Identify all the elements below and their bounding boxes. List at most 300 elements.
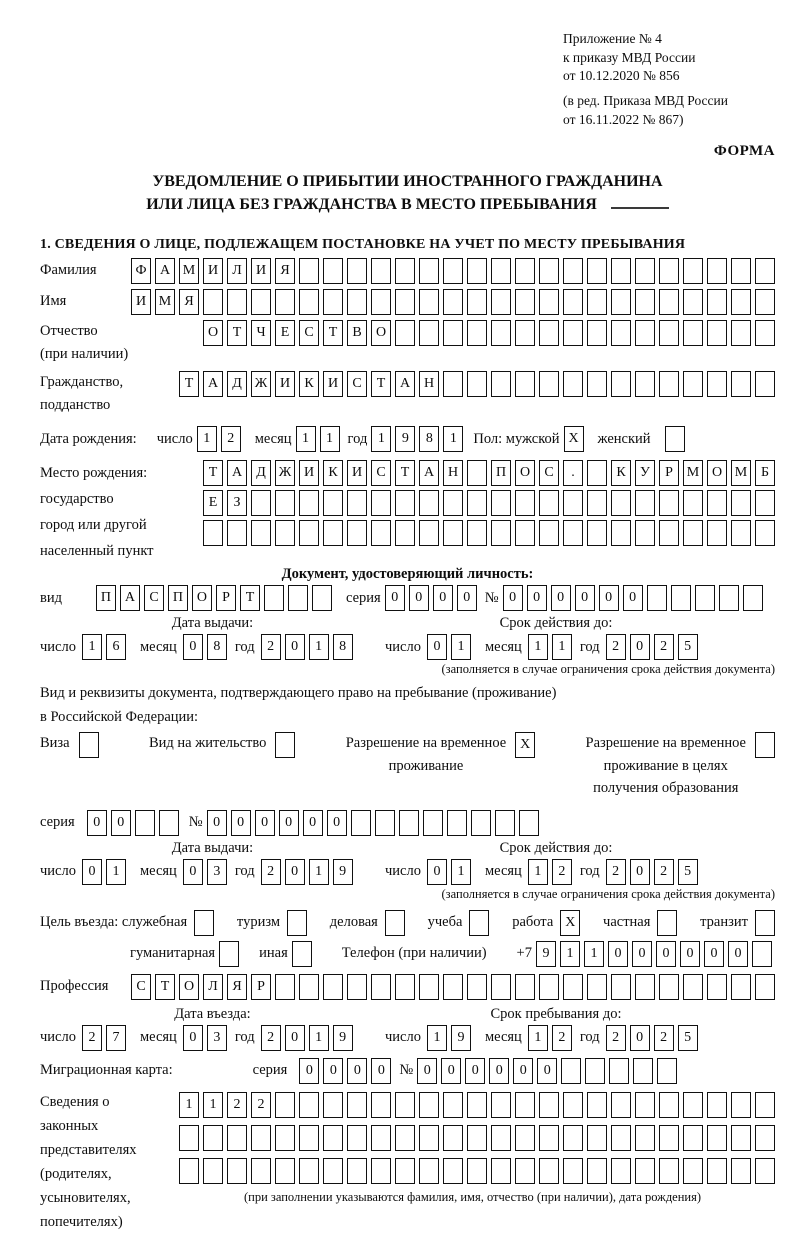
char-cell[interactable] xyxy=(683,258,703,284)
char-cell[interactable] xyxy=(563,258,583,284)
stay-year[interactable] xyxy=(602,1025,698,1051)
char-cell[interactable] xyxy=(227,289,247,315)
char-cell[interactable] xyxy=(323,1092,343,1118)
char-cell[interactable] xyxy=(467,974,487,1000)
char-cell[interactable]: 0 xyxy=(385,585,405,611)
char-cell[interactable]: 0 xyxy=(183,1025,203,1051)
char-cell[interactable] xyxy=(227,1158,247,1184)
purpose-other-checkbox[interactable] xyxy=(288,941,312,967)
char-cell[interactable] xyxy=(323,289,343,315)
char-cell[interactable] xyxy=(399,810,419,836)
char-cell[interactable] xyxy=(275,732,295,758)
char-cell[interactable]: 2 xyxy=(654,1025,674,1051)
char-cell[interactable]: 0 xyxy=(704,941,724,967)
char-cell[interactable]: К xyxy=(299,371,319,397)
char-cell[interactable] xyxy=(611,289,631,315)
char-cell[interactable] xyxy=(515,974,535,1000)
doc-valid-day[interactable] xyxy=(423,634,471,660)
char-cell[interactable]: И xyxy=(347,460,367,486)
char-cell[interactable]: Т xyxy=(203,460,223,486)
char-cell[interactable] xyxy=(587,258,607,284)
char-cell[interactable] xyxy=(275,1092,295,1118)
char-cell[interactable] xyxy=(659,490,679,516)
char-cell[interactable]: 9 xyxy=(451,1025,471,1051)
char-cell[interactable] xyxy=(323,490,343,516)
char-cell[interactable] xyxy=(515,320,535,346)
char-cell[interactable]: 1 xyxy=(552,634,572,660)
char-cell[interactable]: 8 xyxy=(207,634,227,660)
char-cell[interactable] xyxy=(515,490,535,516)
char-cell[interactable]: 0 xyxy=(656,941,676,967)
char-cell[interactable]: 0 xyxy=(441,1058,461,1084)
char-cell[interactable]: О xyxy=(515,460,535,486)
char-cell[interactable] xyxy=(467,460,487,486)
char-cell[interactable] xyxy=(561,1058,581,1084)
char-cell[interactable]: 1 xyxy=(309,634,329,660)
char-cell[interactable] xyxy=(695,585,715,611)
char-cell[interactable] xyxy=(443,289,463,315)
char-cell[interactable] xyxy=(665,426,685,452)
char-cell[interactable] xyxy=(587,460,607,486)
char-cell[interactable] xyxy=(611,371,631,397)
char-cell[interactable] xyxy=(395,520,415,546)
char-cell[interactable] xyxy=(731,1125,751,1151)
char-cell[interactable]: Т xyxy=(323,320,343,346)
temp-residence-checkbox[interactable] xyxy=(506,732,535,758)
char-cell[interactable] xyxy=(515,371,535,397)
char-cell[interactable] xyxy=(299,1092,319,1118)
char-cell[interactable] xyxy=(515,1158,535,1184)
char-cell[interactable] xyxy=(467,1125,487,1151)
char-cell[interactable]: 0 xyxy=(728,941,748,967)
char-cell[interactable]: 0 xyxy=(527,585,547,611)
char-cell[interactable] xyxy=(251,520,271,546)
char-cell[interactable] xyxy=(419,1125,439,1151)
char-cell[interactable]: 0 xyxy=(630,1025,650,1051)
char-cell[interactable] xyxy=(495,810,515,836)
char-cell[interactable]: С xyxy=(299,320,319,346)
sex-female-checkbox[interactable] xyxy=(661,426,685,452)
char-cell[interactable] xyxy=(611,974,631,1000)
doc-kind-cells[interactable] xyxy=(92,585,332,611)
purpose-business-checkbox[interactable] xyxy=(378,910,405,936)
stay-month[interactable] xyxy=(524,1025,572,1051)
char-cell[interactable] xyxy=(743,585,763,611)
char-cell[interactable] xyxy=(203,520,223,546)
char-cell[interactable] xyxy=(203,1158,223,1184)
char-cell[interactable]: Т xyxy=(240,585,260,611)
char-cell[interactable]: Т xyxy=(179,371,199,397)
char-cell[interactable]: 0 xyxy=(285,1025,305,1051)
char-cell[interactable] xyxy=(347,289,367,315)
char-cell[interactable]: 1 xyxy=(179,1092,199,1118)
representatives-row2[interactable] xyxy=(170,1125,775,1151)
entry-day[interactable] xyxy=(78,1025,126,1051)
char-cell[interactable] xyxy=(203,289,223,315)
char-cell[interactable] xyxy=(587,320,607,346)
char-cell[interactable]: Ж xyxy=(251,371,271,397)
char-cell[interactable] xyxy=(611,1158,631,1184)
char-cell[interactable] xyxy=(347,490,367,516)
char-cell[interactable] xyxy=(219,941,239,967)
char-cell[interactable] xyxy=(395,258,415,284)
char-cell[interactable] xyxy=(539,289,559,315)
char-cell[interactable] xyxy=(385,910,405,936)
char-cell[interactable] xyxy=(611,490,631,516)
char-cell[interactable] xyxy=(251,490,271,516)
char-cell[interactable] xyxy=(539,490,559,516)
char-cell[interactable] xyxy=(491,371,511,397)
char-cell[interactable] xyxy=(351,810,371,836)
char-cell[interactable] xyxy=(731,520,751,546)
char-cell[interactable]: 5 xyxy=(678,859,698,885)
char-cell[interactable] xyxy=(491,490,511,516)
char-cell[interactable]: 2 xyxy=(552,1025,572,1051)
char-cell[interactable]: О xyxy=(192,585,212,611)
char-cell[interactable]: Я xyxy=(275,258,295,284)
birth-day-cells[interactable] xyxy=(193,426,241,452)
char-cell[interactable]: Р xyxy=(251,974,271,1000)
char-cell[interactable] xyxy=(659,258,679,284)
citizenship-cells[interactable] xyxy=(175,371,775,397)
char-cell[interactable]: 0 xyxy=(323,1058,343,1084)
char-cell[interactable] xyxy=(731,371,751,397)
char-cell[interactable]: 2 xyxy=(82,1025,102,1051)
char-cell[interactable] xyxy=(491,1158,511,1184)
char-cell[interactable] xyxy=(443,520,463,546)
char-cell[interactable]: 0 xyxy=(111,810,131,836)
char-cell[interactable]: 0 xyxy=(503,585,523,611)
char-cell[interactable] xyxy=(419,520,439,546)
char-cell[interactable] xyxy=(203,1125,223,1151)
char-cell[interactable] xyxy=(752,941,772,967)
char-cell[interactable] xyxy=(251,1158,271,1184)
char-cell[interactable]: Л xyxy=(227,258,247,284)
char-cell[interactable] xyxy=(371,1125,391,1151)
char-cell[interactable] xyxy=(395,320,415,346)
char-cell[interactable] xyxy=(347,520,367,546)
char-cell[interactable] xyxy=(323,258,343,284)
char-cell[interactable] xyxy=(563,1092,583,1118)
char-cell[interactable]: 0 xyxy=(371,1058,391,1084)
char-cell[interactable] xyxy=(707,371,727,397)
char-cell[interactable]: Л xyxy=(203,974,223,1000)
char-cell[interactable] xyxy=(585,1058,605,1084)
char-cell[interactable] xyxy=(515,1125,535,1151)
char-cell[interactable]: С xyxy=(371,460,391,486)
char-cell[interactable] xyxy=(731,490,751,516)
char-cell[interactable] xyxy=(419,258,439,284)
char-cell[interactable]: Б xyxy=(755,460,775,486)
char-cell[interactable] xyxy=(587,490,607,516)
purpose-tourism-checkbox[interactable] xyxy=(280,910,307,936)
char-cell[interactable] xyxy=(471,810,491,836)
char-cell[interactable] xyxy=(467,520,487,546)
char-cell[interactable]: И xyxy=(131,289,151,315)
char-cell[interactable] xyxy=(515,520,535,546)
char-cell[interactable] xyxy=(731,1092,751,1118)
doc-valid-month[interactable] xyxy=(524,634,572,660)
birth-place-row3[interactable] xyxy=(192,520,775,546)
firstname-cells[interactable] xyxy=(127,289,775,315)
residence-valid-year[interactable] xyxy=(602,859,698,885)
residence-issue-day[interactable] xyxy=(78,859,126,885)
char-cell[interactable]: 0 xyxy=(513,1058,533,1084)
residence-permit-checkbox[interactable] xyxy=(266,732,295,758)
phone-cells[interactable] xyxy=(532,941,772,967)
char-cell[interactable] xyxy=(539,258,559,284)
char-cell[interactable]: Н xyxy=(443,460,463,486)
char-cell[interactable] xyxy=(635,520,655,546)
char-cell[interactable]: 0 xyxy=(285,859,305,885)
representatives-row1[interactable] xyxy=(170,1092,775,1118)
char-cell[interactable]: Т xyxy=(227,320,247,346)
char-cell[interactable] xyxy=(755,490,775,516)
char-cell[interactable]: X xyxy=(564,426,584,452)
char-cell[interactable] xyxy=(419,1092,439,1118)
char-cell[interactable]: 1 xyxy=(560,941,580,967)
char-cell[interactable] xyxy=(347,974,367,1000)
char-cell[interactable] xyxy=(719,585,739,611)
char-cell[interactable]: А xyxy=(120,585,140,611)
char-cell[interactable] xyxy=(288,585,308,611)
char-cell[interactable] xyxy=(635,974,655,1000)
char-cell[interactable]: 9 xyxy=(395,426,415,452)
char-cell[interactable]: 0 xyxy=(537,1058,557,1084)
profession-cells[interactable] xyxy=(127,974,775,1000)
doc-number-cells[interactable] xyxy=(499,585,763,611)
char-cell[interactable] xyxy=(79,732,99,758)
char-cell[interactable] xyxy=(447,810,467,836)
char-cell[interactable] xyxy=(635,1158,655,1184)
char-cell[interactable] xyxy=(443,974,463,1000)
char-cell[interactable] xyxy=(635,1125,655,1151)
purpose-humanitarian-checkbox[interactable] xyxy=(215,941,239,967)
char-cell[interactable]: Н xyxy=(419,371,439,397)
char-cell[interactable] xyxy=(467,1158,487,1184)
char-cell[interactable]: 2 xyxy=(654,634,674,660)
char-cell[interactable] xyxy=(395,974,415,1000)
char-cell[interactable] xyxy=(194,910,214,936)
char-cell[interactable] xyxy=(275,1158,295,1184)
char-cell[interactable] xyxy=(491,520,511,546)
char-cell[interactable] xyxy=(587,520,607,546)
char-cell[interactable]: М xyxy=(731,460,751,486)
char-cell[interactable] xyxy=(539,1158,559,1184)
char-cell[interactable]: 0 xyxy=(279,810,299,836)
char-cell[interactable] xyxy=(659,320,679,346)
char-cell[interactable]: А xyxy=(203,371,223,397)
char-cell[interactable] xyxy=(635,258,655,284)
char-cell[interactable] xyxy=(299,1158,319,1184)
char-cell[interactable] xyxy=(443,371,463,397)
char-cell[interactable]: 9 xyxy=(536,941,556,967)
residence-issue-year[interactable] xyxy=(257,859,353,885)
char-cell[interactable] xyxy=(563,320,583,346)
char-cell[interactable] xyxy=(275,520,295,546)
char-cell[interactable] xyxy=(611,1125,631,1151)
char-cell[interactable]: 2 xyxy=(261,634,281,660)
char-cell[interactable] xyxy=(659,1158,679,1184)
char-cell[interactable] xyxy=(275,1125,295,1151)
char-cell[interactable]: 1 xyxy=(451,634,471,660)
residence-issue-month[interactable] xyxy=(179,859,227,885)
char-cell[interactable]: 0 xyxy=(465,1058,485,1084)
char-cell[interactable]: 0 xyxy=(87,810,107,836)
char-cell[interactable]: 0 xyxy=(82,859,102,885)
char-cell[interactable] xyxy=(659,974,679,1000)
char-cell[interactable] xyxy=(491,289,511,315)
char-cell[interactable] xyxy=(659,289,679,315)
char-cell[interactable] xyxy=(491,320,511,346)
char-cell[interactable] xyxy=(179,1158,199,1184)
char-cell[interactable]: О xyxy=(179,974,199,1000)
char-cell[interactable] xyxy=(491,258,511,284)
char-cell[interactable] xyxy=(755,371,775,397)
char-cell[interactable] xyxy=(419,289,439,315)
char-cell[interactable]: 1 xyxy=(427,1025,447,1051)
char-cell[interactable] xyxy=(647,585,667,611)
char-cell[interactable] xyxy=(755,1092,775,1118)
char-cell[interactable] xyxy=(419,320,439,346)
char-cell[interactable] xyxy=(659,1092,679,1118)
char-cell[interactable]: М xyxy=(683,460,703,486)
char-cell[interactable] xyxy=(563,490,583,516)
char-cell[interactable] xyxy=(659,1125,679,1151)
char-cell[interactable]: . xyxy=(563,460,583,486)
char-cell[interactable] xyxy=(755,732,775,758)
char-cell[interactable] xyxy=(611,520,631,546)
char-cell[interactable] xyxy=(563,289,583,315)
migration-series-cells[interactable] xyxy=(295,1058,391,1084)
char-cell[interactable] xyxy=(539,520,559,546)
char-cell[interactable]: 1 xyxy=(528,634,548,660)
char-cell[interactable] xyxy=(611,258,631,284)
char-cell[interactable] xyxy=(731,974,751,1000)
char-cell[interactable] xyxy=(467,1092,487,1118)
char-cell[interactable]: Я xyxy=(227,974,247,1000)
char-cell[interactable]: З xyxy=(227,490,247,516)
char-cell[interactable]: 2 xyxy=(606,634,626,660)
char-cell[interactable] xyxy=(609,1058,629,1084)
char-cell[interactable] xyxy=(563,371,583,397)
char-cell[interactable]: К xyxy=(611,460,631,486)
char-cell[interactable] xyxy=(635,371,655,397)
char-cell[interactable] xyxy=(755,974,775,1000)
char-cell[interactable] xyxy=(515,289,535,315)
char-cell[interactable]: 2 xyxy=(221,426,241,452)
char-cell[interactable]: 0 xyxy=(409,585,429,611)
char-cell[interactable] xyxy=(635,1092,655,1118)
char-cell[interactable]: Р xyxy=(216,585,236,611)
char-cell[interactable] xyxy=(587,1158,607,1184)
char-cell[interactable] xyxy=(539,371,559,397)
char-cell[interactable] xyxy=(347,1158,367,1184)
char-cell[interactable] xyxy=(707,974,727,1000)
purpose-official-checkbox[interactable] xyxy=(187,910,214,936)
char-cell[interactable]: 0 xyxy=(623,585,643,611)
char-cell[interactable]: 0 xyxy=(630,859,650,885)
char-cell[interactable] xyxy=(275,490,295,516)
char-cell[interactable]: 1 xyxy=(197,426,217,452)
char-cell[interactable]: 7 xyxy=(106,1025,126,1051)
purpose-private-checkbox[interactable] xyxy=(650,910,677,936)
char-cell[interactable] xyxy=(323,1125,343,1151)
char-cell[interactable]: И xyxy=(275,371,295,397)
purpose-work-checkbox[interactable] xyxy=(553,910,580,936)
purpose-transit-checkbox[interactable] xyxy=(748,910,775,936)
char-cell[interactable] xyxy=(587,974,607,1000)
char-cell[interactable] xyxy=(683,974,703,1000)
char-cell[interactable] xyxy=(755,520,775,546)
char-cell[interactable] xyxy=(707,1158,727,1184)
residence-number-cells[interactable] xyxy=(203,810,539,836)
char-cell[interactable] xyxy=(755,289,775,315)
char-cell[interactable] xyxy=(312,585,332,611)
char-cell[interactable]: П xyxy=(491,460,511,486)
char-cell[interactable] xyxy=(443,320,463,346)
char-cell[interactable]: 1 xyxy=(320,426,340,452)
char-cell[interactable]: И xyxy=(251,258,271,284)
char-cell[interactable] xyxy=(587,1092,607,1118)
char-cell[interactable]: Р xyxy=(659,460,679,486)
char-cell[interactable]: 0 xyxy=(457,585,477,611)
birth-month-cells[interactable] xyxy=(292,426,340,452)
char-cell[interactable]: 5 xyxy=(678,1025,698,1051)
char-cell[interactable] xyxy=(469,910,489,936)
char-cell[interactable] xyxy=(287,910,307,936)
char-cell[interactable]: 0 xyxy=(303,810,323,836)
char-cell[interactable] xyxy=(539,974,559,1000)
char-cell[interactable] xyxy=(251,289,271,315)
char-cell[interactable] xyxy=(371,520,391,546)
char-cell[interactable] xyxy=(515,1092,535,1118)
residence-series-cells[interactable] xyxy=(83,810,179,836)
residence-valid-month[interactable] xyxy=(524,859,572,885)
char-cell[interactable] xyxy=(299,520,319,546)
birth-year-cells[interactable] xyxy=(367,426,463,452)
char-cell[interactable] xyxy=(375,810,395,836)
char-cell[interactable] xyxy=(443,1125,463,1151)
char-cell[interactable] xyxy=(657,1058,677,1084)
char-cell[interactable] xyxy=(755,1158,775,1184)
birth-place-row2[interactable] xyxy=(192,490,775,516)
char-cell[interactable]: А xyxy=(227,460,247,486)
char-cell[interactable]: Т xyxy=(371,371,391,397)
char-cell[interactable] xyxy=(563,974,583,1000)
char-cell[interactable] xyxy=(707,258,727,284)
char-cell[interactable] xyxy=(159,810,179,836)
char-cell[interactable]: В xyxy=(347,320,367,346)
char-cell[interactable] xyxy=(292,941,312,967)
char-cell[interactable] xyxy=(587,289,607,315)
char-cell[interactable] xyxy=(633,1058,653,1084)
char-cell[interactable] xyxy=(443,1158,463,1184)
char-cell[interactable]: 0 xyxy=(327,810,347,836)
char-cell[interactable] xyxy=(371,1092,391,1118)
char-cell[interactable] xyxy=(323,974,343,1000)
char-cell[interactable] xyxy=(635,320,655,346)
char-cell[interactable]: 0 xyxy=(551,585,571,611)
char-cell[interactable] xyxy=(731,320,751,346)
char-cell[interactable] xyxy=(563,520,583,546)
char-cell[interactable]: 0 xyxy=(231,810,251,836)
char-cell[interactable]: 1 xyxy=(296,426,316,452)
patronymic-cells[interactable] xyxy=(199,320,775,346)
doc-valid-year[interactable] xyxy=(602,634,698,660)
char-cell[interactable] xyxy=(707,1125,727,1151)
char-cell[interactable]: 2 xyxy=(606,1025,626,1051)
